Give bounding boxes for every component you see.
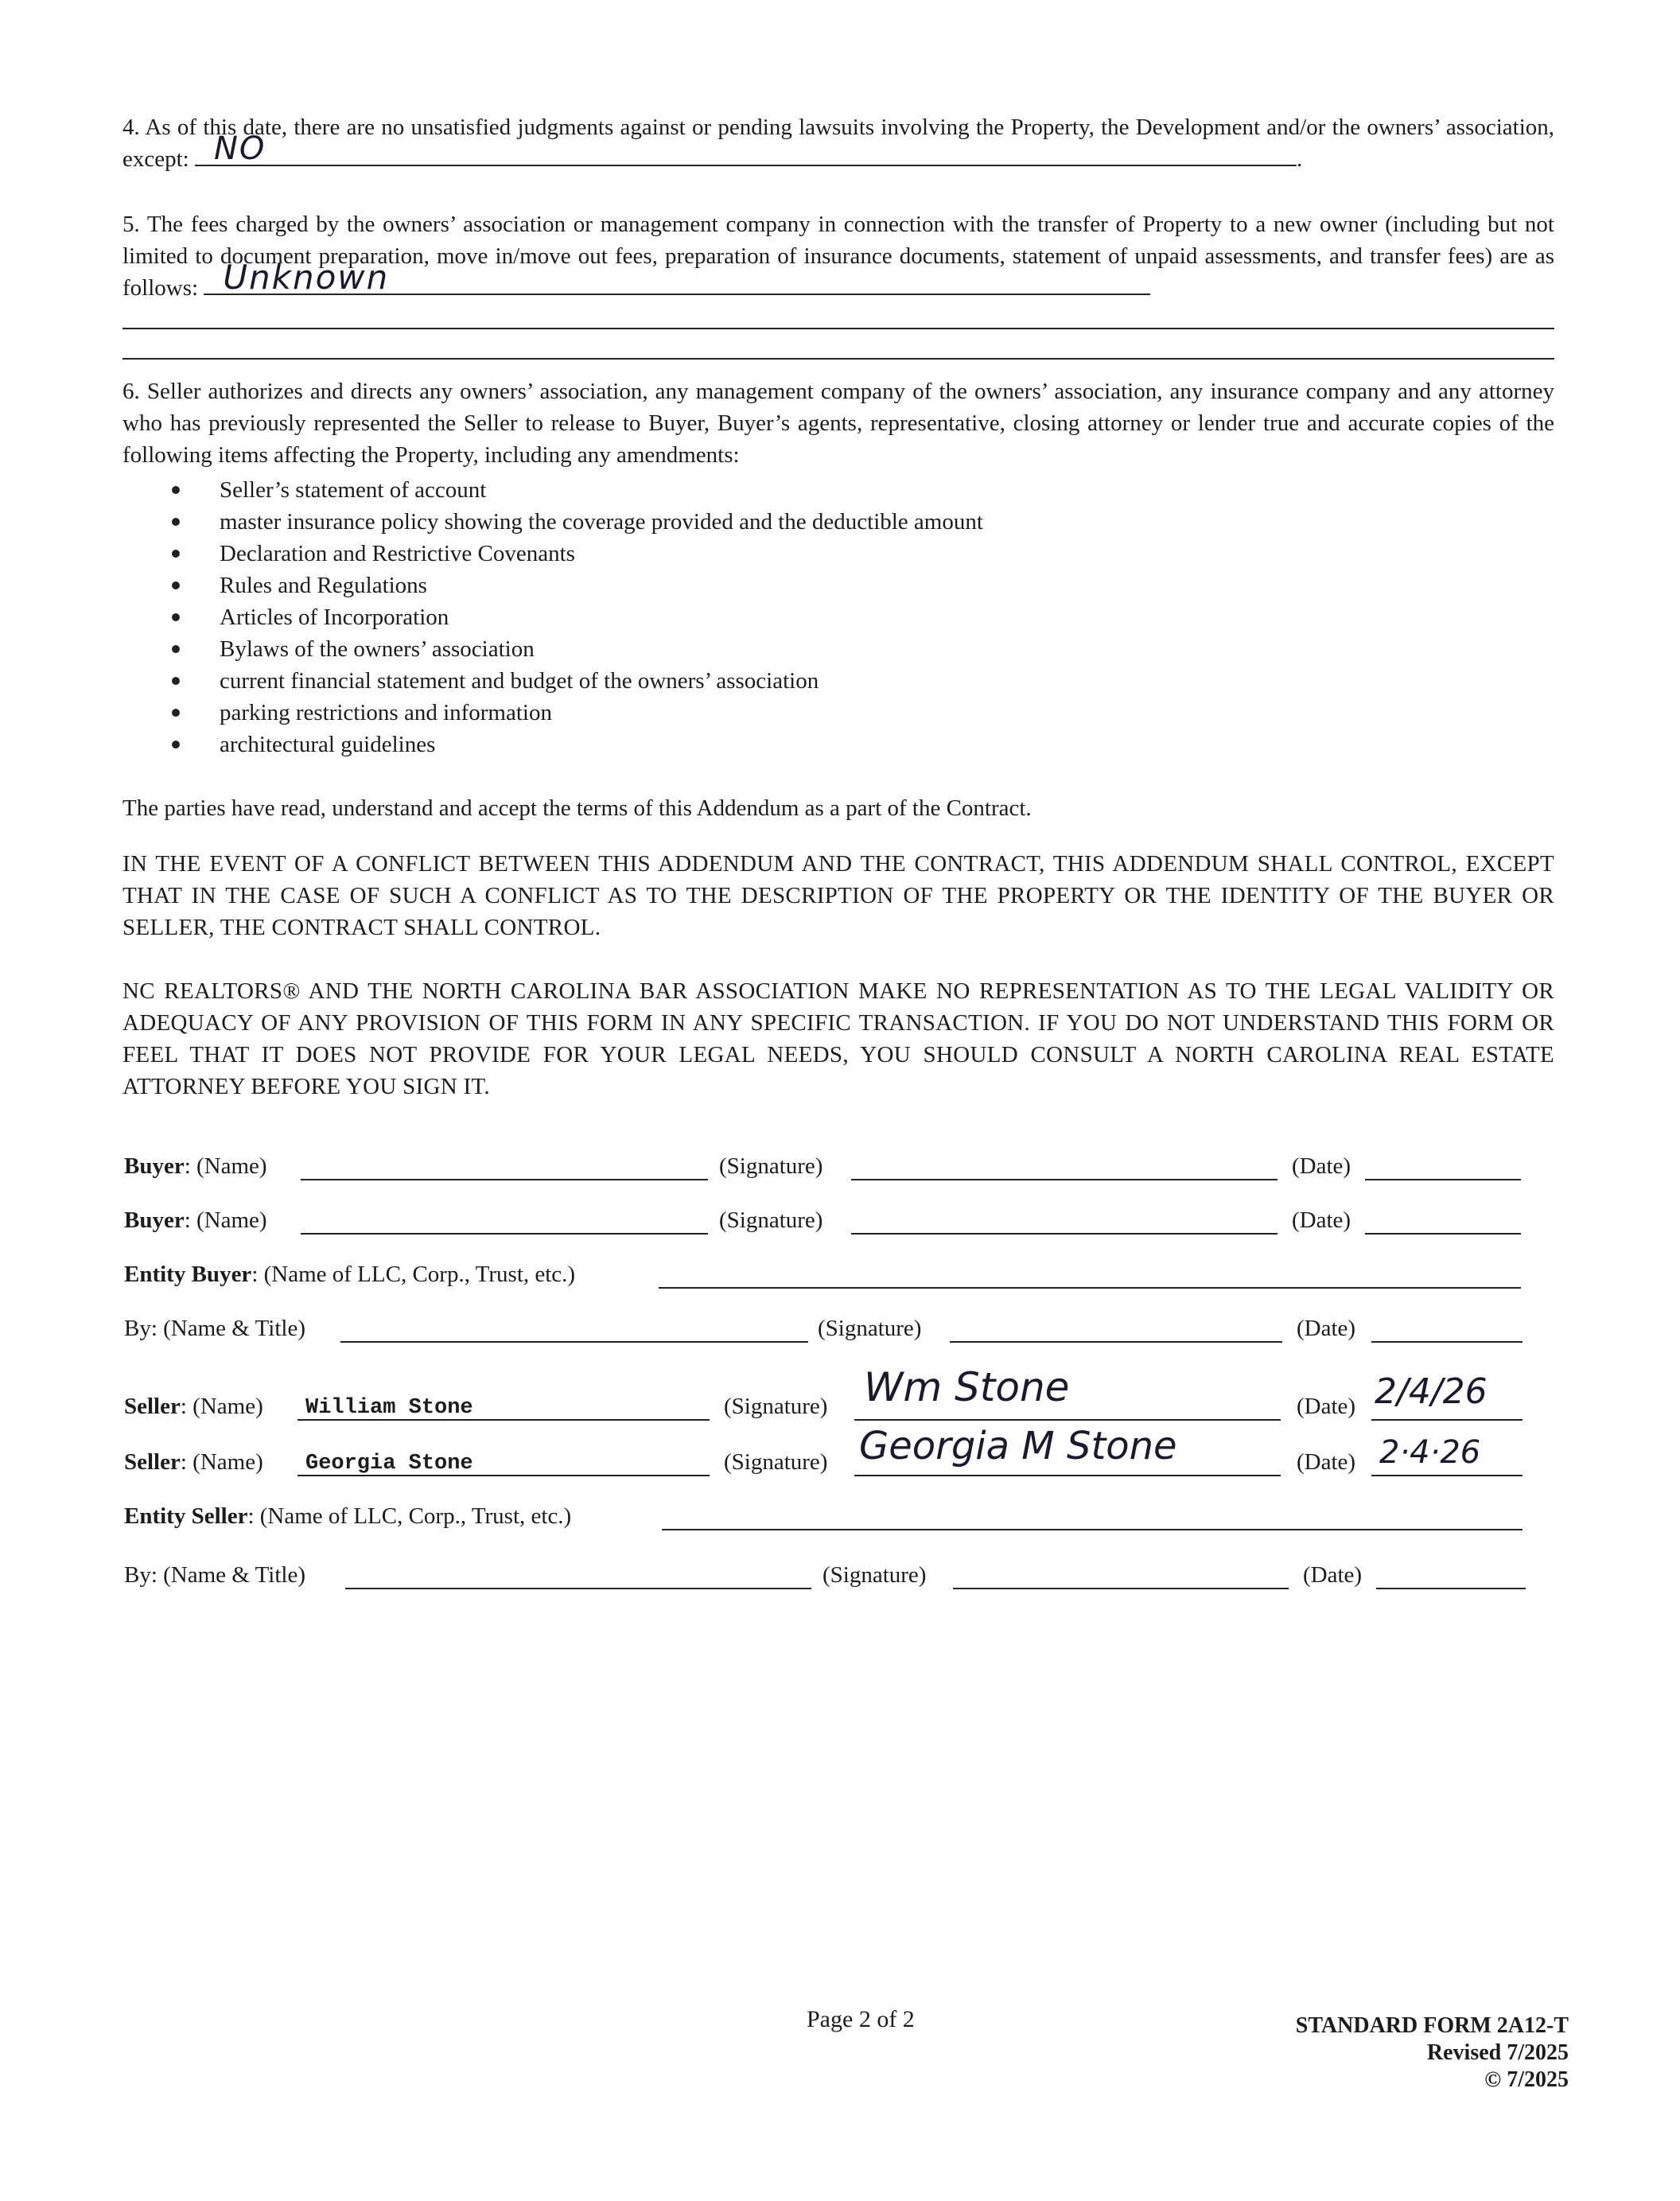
buyer-2-date-field[interactable] — [1365, 1233, 1521, 1235]
seller-by-signature-field[interactable] — [953, 1588, 1289, 1589]
section-4-text: 4. As of this date, there are no unsatisfied judgments against or pending lawsuits involving the Property, the Development and/or the owners’ association, except: — [122, 115, 1554, 172]
section-5-handwritten-answer: Unknown — [223, 258, 390, 297]
buyer-1-signature-field[interactable] — [851, 1179, 1278, 1180]
seller-row-1: Seller: (Name) William Stone (Signature) Wm Stone (Date) 2/4/26 — [124, 1386, 1556, 1425]
entity-buyer-row: Entity Buyer: (Name of LLC, Corp., Trust, etc.) — [124, 1254, 1556, 1293]
seller-1-signature-field[interactable] — [854, 1419, 1281, 1421]
bullet-icon — [172, 581, 180, 589]
section-5-line-3 — [122, 358, 1554, 360]
list-item: Seller’s statement of account — [172, 474, 983, 506]
form-name: STANDARD FORM 2A12-T — [1295, 2013, 1569, 2038]
seller-1-signature: Wm Stone — [864, 1364, 1070, 1410]
buyer-by-date-field[interactable] — [1371, 1341, 1522, 1343]
list-item: Declaration and Restrictive Covenants — [172, 538, 983, 570]
section-5-text: 5. The fees charged by the owners’ association or management company in connection with the transfer of Property to a new owner (including but not limited to document preparation, move in/move out fees, preparation of insurance documents, statement of unpaid assessments, and transfer fees) are as follows: — [122, 212, 1554, 301]
buyer-2-signature-field[interactable] — [851, 1233, 1278, 1235]
section-4-answer-field[interactable] — [195, 130, 1297, 167]
section-6-text: 6. Seller authorizes and directs any owners’ association, any management company of the owners’ association, any insurance company and any attorney who has previously represented the Seller to release to Buyer, Buyer’s agents, representative, closing attorney or lender true and accurate copies of the following items affecting the Property, including any amendments: — [122, 379, 1554, 468]
seller-1-date: 2/4/26 — [1375, 1371, 1488, 1412]
bullet-icon — [172, 709, 180, 717]
buyer-2-name-field[interactable] — [301, 1233, 708, 1235]
list-item: architectural guidelines — [172, 729, 983, 760]
seller-by-name-field[interactable] — [345, 1588, 811, 1589]
bullet-icon — [172, 518, 180, 526]
entity-seller-name-field[interactable] — [662, 1529, 1522, 1530]
section-5 — [122, 208, 1554, 304]
list-item: Bylaws of the owners’ association — [172, 633, 983, 665]
seller-2-signature: Georgia M Stone — [859, 1424, 1177, 1468]
list-item: master insurance policy showing the coverage provided and the deductible amount — [172, 506, 983, 538]
entity-buyer-name-field[interactable] — [659, 1287, 1521, 1289]
disclaimer: NC REALTORS® AND THE NORTH CAROLINA BAR ASSOCIATION MAKE NO REPRESENTATION AS TO THE LEGAL VALIDITY OR ADEQUACY OF ANY PROVISION OF THIS FORM IN ANY SPECIFIC TRANSACTION. IF YOU DO NOT UNDERSTAND THIS FORM OR FEEL THAT IT DOES NOT PROVIDE FOR YOUR LEGAL NEEDS, YOU SHOULD CONSULT A NORTH CAROLINA REAL ESTATE ATTORNEY BEFORE YOU SIGN IT. — [122, 978, 1554, 1099]
seller-row-2: Seller: (Name) Georgia Stone (Signature) Georgia M Stone (Date) 2·4·26 — [124, 1441, 1556, 1481]
buyer-by-row: By: (Name & Title) (Signature) (Date) — [124, 1308, 1556, 1347]
form-copyright: © 7/2025 — [1484, 2067, 1569, 2092]
bullet-icon — [172, 613, 180, 621]
buyer-1-date-field[interactable] — [1365, 1179, 1521, 1180]
seller-2-date-field[interactable] — [1371, 1475, 1522, 1476]
buyer-row-1: Buyer: (Name) (Signature) (Date) — [124, 1145, 1556, 1185]
bullet-icon — [172, 550, 180, 558]
section-4: 4. As of this date, there are no unsatisfied judgments against or pending lawsuits involving the Property, the Development and/or the owners’ association, except: NO . — [122, 115, 1554, 172]
buyer-1-name-field[interactable] — [301, 1179, 708, 1180]
seller-1-date-field[interactable] — [1371, 1419, 1522, 1421]
seller-2-signature-field[interactable] — [854, 1475, 1281, 1476]
bullet-icon — [172, 486, 180, 494]
list-item: Rules and Regulations — [172, 570, 983, 601]
acceptance-statement: The parties have read, understand and accept the terms of this Addendum as a part of the Contract. — [122, 795, 1032, 821]
bullet-icon — [172, 741, 180, 749]
document-list — [172, 474, 983, 760]
seller-2-name: Georgia Stone — [305, 1452, 473, 1476]
entity-seller-row: Entity Seller: (Name of LLC, Corp., Trust, etc.) — [124, 1495, 1556, 1535]
seller-by-row: By: (Name & Title) (Signature) (Date) — [124, 1554, 1556, 1594]
buyer-row-2: Buyer: (Name) (Signature) (Date) — [124, 1200, 1556, 1239]
conflict-clause: IN THE EVENT OF A CONFLICT BETWEEN THIS ADDENDUM AND THE CONTRACT, THIS ADDENDUM SHALL CONTROL, EXCEPT THAT IN THE CASE OF SUCH A CONFLICT AS TO THE DESCRIPTION OF THE PROPERTY OR THE IDENTITY OF THE BUYER OR SELLER, THE CONTRACT SHALL CONTROL. — [122, 851, 1554, 940]
list-item: Articles of Incorporation — [172, 601, 983, 633]
seller-by-date-field[interactable] — [1376, 1588, 1526, 1589]
page-number: Page 2 of 2 — [807, 2006, 915, 2032]
form-revised: Revised 7/2025 — [1426, 2040, 1569, 2065]
list-item: current financial statement and budget of the owners’ association — [172, 665, 983, 697]
bullet-icon — [172, 645, 180, 653]
section-5-line-2 — [122, 328, 1554, 329]
list-item: parking restrictions and information — [172, 697, 983, 729]
seller-1-name: William Stone — [305, 1396, 473, 1420]
buyer-by-signature-field[interactable] — [950, 1341, 1282, 1343]
section-4-handwritten-answer: NO — [213, 130, 266, 167]
buyer-by-name-field[interactable] — [340, 1341, 808, 1343]
form-identifier — [1296, 2012, 1569, 2094]
section-6 — [122, 375, 1554, 471]
seller-2-date: 2·4·26 — [1379, 1434, 1481, 1471]
bullet-icon — [172, 677, 180, 685]
section-5-answer-field[interactable] — [204, 258, 1150, 297]
